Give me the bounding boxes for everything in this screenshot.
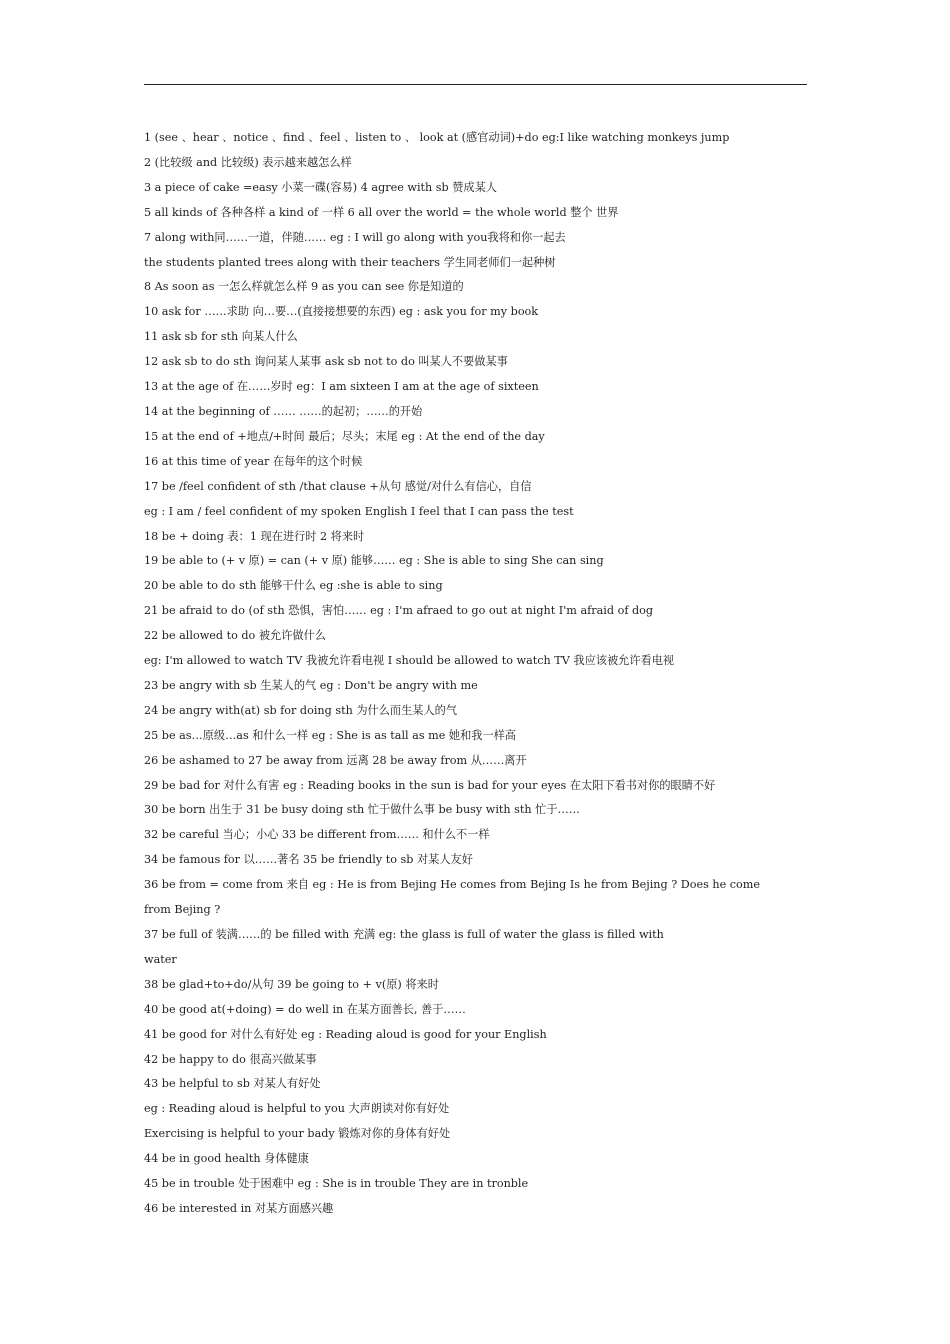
text-line: 8 As soon as 一怎么样就怎么样 9 as you can see 你是知道的 xyxy=(144,280,464,294)
text-line: 1 (see 、hear 、notice 、find 、feel 、listen to 、 look at (感官动词)+do eg:I like watching monkeys jump xyxy=(144,131,730,144)
text-line: 32 be careful 当心；小心 33 be different from…… 和什么不一样 xyxy=(144,828,490,842)
text-line: 14 at the beginning of …… ……的起初；……的开始 xyxy=(144,404,423,418)
text-line: 7 along with同……一道，伴随…… eg : I will go along with you我将和你一起去 xyxy=(144,230,566,244)
text-line: eg : Reading aloud is helpful to you 大声朗读对你有好处 xyxy=(144,1102,450,1116)
text-line: 30 be born 出生于 31 be busy doing sth 忙于做什么事 be busy with sth 忙于…… xyxy=(144,803,580,817)
text-line: 42 be happy to do 很高兴做某事 xyxy=(144,1052,317,1066)
text-line: 20 be able to do sth 能够干什么 eg :she is able to sing xyxy=(144,579,443,593)
text-line: 22 be allowed to do 被允许做什么 xyxy=(144,629,326,643)
text-line: 17 be /feel confident of sth /that clause +从句 感觉/对什么有信心，自信 xyxy=(144,479,532,493)
text-line: 15 at the end of +地点/+时间 最后；尽头；末尾 eg : At the end of the day xyxy=(144,429,545,443)
text-line: 26 be ashamed to 27 be away from 远离 28 be away from 从……离开 xyxy=(144,753,527,767)
text-line: 46 be interested in 对某方面感兴趣 xyxy=(144,1201,334,1215)
text-line: 23 be angry with sb 生某人的气 eg : Don't be angry with me xyxy=(144,678,478,692)
text-line: 37 be full of 装满……的 be filled with 充满 eg: the glass is full of water the glass is filled with xyxy=(144,928,664,941)
text-line: 38 be glad+to+do/从句 39 be going to + v(原) 将来时 xyxy=(144,977,439,991)
text-line: 10 ask for ……求助 向…要…(直接接想要的东西) eg : ask you for my book xyxy=(144,305,539,319)
text-line: 18 be + doing 表：1 现在进行时 2 将来时 xyxy=(144,529,365,543)
text-line: 34 be famous for 以……著名 35 be friendly to sb 对某人友好 xyxy=(144,853,473,867)
text-line: 24 be angry with(at) sb for doing sth 为什么而生某人的气 xyxy=(144,703,458,717)
text-line: 41 be good for 对什么有好处 eg : Reading aloud is good for your English xyxy=(144,1027,547,1041)
text-line: 29 be bad for 对什么有害 eg : Reading books in the sun is bad for your eyes 在太阳下看书对你的眼睛不好 xyxy=(144,778,716,792)
text-line: 13 at the age of 在……岁时 eg：I am sixteen I am at the age of sixteen xyxy=(144,380,539,394)
text-line: 19 be able to (+ v 原) = can (+ v 原) 能够…… eg : She is able to sing She can sing xyxy=(144,554,604,568)
text-line: water xyxy=(144,952,177,966)
text-line: 16 at this time of year 在每年的这个时候 xyxy=(144,454,363,468)
text-line: 40 be good at(+doing) = do well in 在某方面善长, 善于…… xyxy=(144,1002,466,1016)
document-body xyxy=(144,126,816,1222)
text-line: eg : I am / feel confident of my spoken English I feel that I can pass the test xyxy=(144,504,574,518)
text-line: 43 be helpful to sb 对某人有好处 xyxy=(144,1077,321,1091)
text-line: the students planted trees along with their teachers 学生同老师们一起种树 xyxy=(144,255,556,269)
text-line: Exercising is helpful to your bady 锻炼对你的身体有好处 xyxy=(144,1127,451,1141)
text-line: 25 be as…原级…as 和什么一样 eg : She is as tall as me 她和我一样高 xyxy=(144,728,517,742)
text-line: 11 ask sb for sth 向某人什么 xyxy=(144,330,298,344)
text-line: 21 be afraid to do (of sth 恐惧，害怕…… eg : I'm afraed to go out at night I'm afraid of dog xyxy=(144,604,654,618)
text-line: 3 a piece of cake =easy 小菜一碟(容易) 4 agree with sb 赞成某人 xyxy=(144,180,497,194)
text-line: eg: I'm allowed to watch TV 我被允许看电视 I should be allowed to watch TV 我应该被允许看电视 xyxy=(144,654,675,668)
text-line: 45 be in trouble 处于困难中 eg : She is in trouble They are in tronble xyxy=(144,1177,529,1191)
text-line: 2 (比较级 and 比较级) 表示越来越怎么样 xyxy=(144,155,352,169)
text-line: 5 all kinds of 各种各样 a kind of 一样 6 all over the world = the whole world 整个 世界 xyxy=(144,205,619,219)
text-line: from Bejing ? xyxy=(144,903,221,917)
header-rule xyxy=(144,84,807,85)
text-line: 12 ask sb to do sth 询问某人某事 ask sb not to do 叫某人不要做某事 xyxy=(144,355,508,369)
text-line: 44 be in good health 身体健康 xyxy=(144,1152,309,1166)
text-line: 36 be from = come from 来自 eg : He is from Bejing He comes from Bejing Is he from Bejing ? Does he come xyxy=(144,878,760,892)
